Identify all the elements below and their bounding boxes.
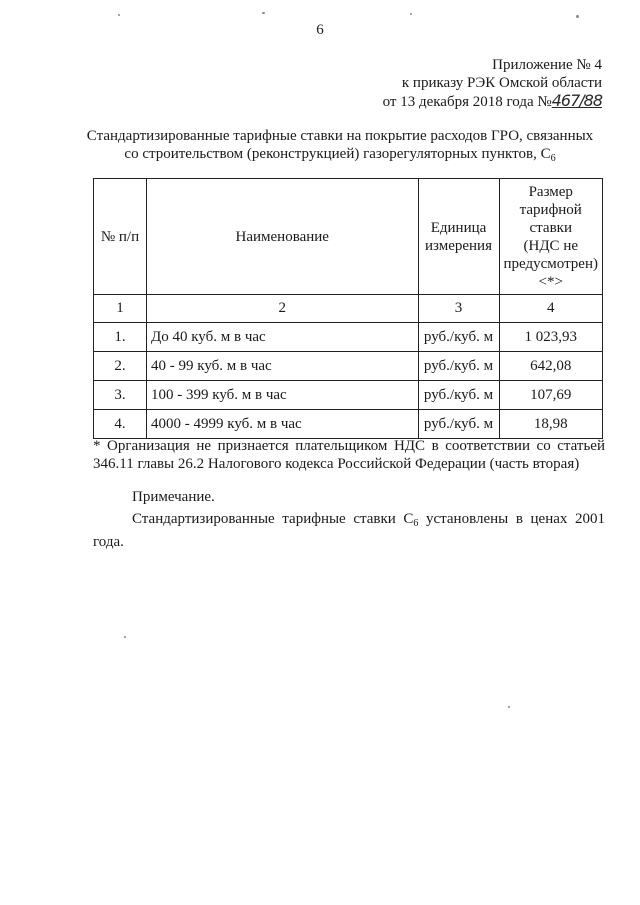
column-index-row (94, 295, 603, 323)
tariff-table (93, 178, 603, 439)
row-unit: руб./куб. м (418, 352, 499, 381)
scan-speck (410, 13, 412, 15)
title-line-2-text: со строительством (реконструкцией) газорегуляторных пунктов, С (124, 146, 551, 162)
table-row (94, 381, 603, 410)
row-value: 1 023,93 (499, 323, 603, 352)
appendix-line-1: Приложение № 4 (492, 57, 602, 73)
row-number: 2. (94, 352, 147, 381)
header-rate (499, 179, 603, 295)
note-text (93, 510, 605, 552)
table-row (94, 410, 603, 439)
handwritten-order-number: 467/88 (551, 91, 602, 110)
header-rate-line: <*> (538, 273, 563, 290)
note-subscript: 6 (413, 518, 419, 529)
row-value: 107,69 (499, 381, 603, 410)
table-row (94, 323, 603, 352)
appendix-header (383, 56, 602, 111)
row-name: До 40 куб. м в час (147, 323, 419, 352)
scan-speck (508, 706, 510, 708)
table-header-row (94, 179, 603, 295)
vat-footnote: * Организация не признается плательщиком НДС в соответствии со статьей 346.11 главы 26.2 Налогового кодекса Российской Федерации (часть вторая) (93, 438, 605, 472)
header-unit-line: Единица (430, 219, 487, 236)
header-rate-line: Размер (528, 183, 573, 200)
note-heading: Примечание. (132, 489, 215, 505)
appendix-line-3 (383, 92, 602, 111)
row-number: 4. (94, 410, 147, 439)
title-subscript: 6 (550, 153, 556, 164)
appendix-line-2: к приказу РЭК Омской области (401, 75, 602, 91)
document-title (60, 127, 620, 168)
scan-speck (576, 15, 579, 18)
header-rate-line: тарифной (519, 201, 582, 218)
row-value: 18,98 (499, 410, 603, 439)
header-num: № п/п (94, 179, 147, 295)
title-line-2 (60, 145, 620, 168)
row-number: 3. (94, 381, 147, 410)
index-cell: 2 (147, 295, 419, 323)
header-rate-line: предусмотрен) (503, 255, 598, 272)
header-rate-line: ставки (529, 219, 572, 236)
header-unit-line: измерения (424, 237, 492, 254)
row-unit: руб./куб. м (418, 381, 499, 410)
header-rate-line: (НДС не (523, 237, 578, 254)
row-name: 4000 - 4999 куб. м в час (147, 410, 419, 439)
note-text-start: Стандартизированные тарифные ставки С (132, 511, 414, 527)
header-name: Наименование (147, 179, 419, 295)
table-row (94, 352, 603, 381)
row-value: 642,08 (499, 352, 603, 381)
row-unit: руб./куб. м (418, 410, 499, 439)
note-text-end: установлены в ценах 2001 года. (93, 511, 605, 550)
title-line-1: Стандартизированные тарифные ставки на покрытие расходов ГРО, связанных (86, 128, 594, 144)
index-cell: 1 (94, 295, 147, 323)
appendix-date: от 13 декабря 2018 года № (382, 94, 552, 110)
index-cell: 3 (418, 295, 499, 323)
scan-speck (118, 14, 120, 16)
index-cell: 4 (499, 295, 603, 323)
page-number: 6 (316, 22, 324, 38)
row-unit: руб./куб. м (418, 323, 499, 352)
scan-speck (124, 636, 126, 638)
row-number: 1. (94, 323, 147, 352)
row-name: 100 - 399 куб. м в час (147, 381, 419, 410)
header-unit (418, 179, 499, 295)
row-name: 40 - 99 куб. м в час (147, 352, 419, 381)
scan-speck (262, 12, 265, 14)
